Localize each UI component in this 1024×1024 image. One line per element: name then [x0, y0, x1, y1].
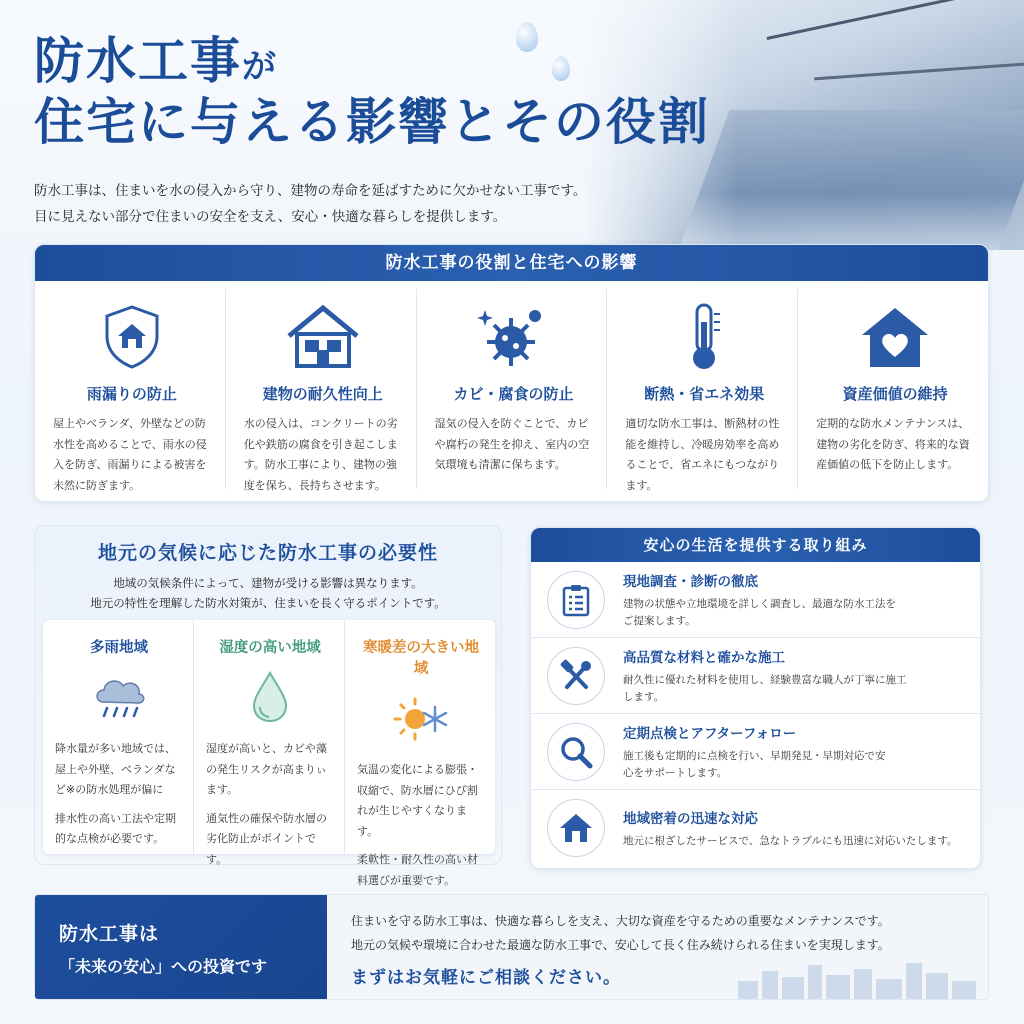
closing-text: 地元の気候や環境に合わせた最適な防水工事で、安心して長く住み続けられる住まいを実現します。	[351, 938, 890, 952]
effort-item	[531, 638, 980, 714]
efforts-heading: 安心の生活を提供する取り組み	[531, 528, 980, 562]
region-card	[345, 620, 495, 887]
effort-text: します。	[623, 690, 665, 703]
role-text: 水の侵入は、コンクリートの劣化や鉄筋の腐食を引き起こします。防水工事により、建物の強度を保ち、長持ちさせます。	[243, 417, 398, 492]
role-text: 適切な防水工事は、断熱材の性能を維持し、冷暖房効率を高めることで、省エネにもつながります。	[625, 417, 780, 492]
role-title: カビ・腐食の防止	[453, 385, 574, 403]
effort-title: 定期点検とアフターフォロー	[623, 725, 797, 742]
region-card	[43, 620, 194, 854]
effort-title: 現地調査・診断の徹底	[623, 573, 758, 590]
climate-section	[34, 525, 502, 887]
role-card	[798, 289, 988, 489]
effort-text: ご提案します。	[623, 614, 696, 627]
efforts-section	[530, 527, 981, 869]
title-main: 防水工事	[34, 31, 242, 90]
effort-text: 施工後も定期的に点検を行い、早期発見・早期対応で安	[623, 749, 886, 762]
role-card	[35, 289, 226, 492]
role-card	[417, 289, 608, 489]
role-card	[226, 289, 417, 492]
clipboard-icon	[547, 571, 605, 629]
region-title: 多雨地域	[90, 640, 148, 656]
region-title: 寒暖差の大きい地域	[363, 640, 479, 677]
page-title	[34, 30, 710, 152]
effort-text: 地元に根ざしたサービスで、急なトラブルにも迅速に対応いたします。	[623, 834, 958, 847]
role-title: 断熱・省エネ効果	[644, 385, 765, 403]
closing-banner	[34, 894, 989, 1000]
effort-title: 地域密着の迅速な対応	[623, 810, 758, 827]
effort-item	[531, 790, 980, 866]
role-title: 雨漏りの防止	[86, 385, 177, 403]
role-title: 建物の耐久性向上	[262, 385, 383, 403]
rain-cloud-icon	[55, 665, 183, 729]
water-drop-icon	[206, 665, 334, 729]
effort-item	[531, 714, 980, 790]
climate-sub-line: 地域の気候条件によって、建物が受ける影響は異なります。	[113, 576, 423, 590]
region-text: 降水量が多い地域では、屋上や外壁、ベランダなど※の防水処理が偏に	[55, 742, 176, 796]
closing-left-line: 「未来の安心」への投資です	[59, 957, 268, 976]
climate-sub-line: 地元の特性を理解した防水対策が、住まいを長く守るポイントです。	[90, 596, 446, 610]
region-card	[194, 620, 345, 866]
role-text: 屋上やベランダ、外壁などの防水性を高めることで、雨水の侵入を防ぎ、雨漏りによる被害を未然に防ぎます。	[53, 417, 207, 492]
sun-snow-icon	[357, 686, 485, 750]
house-icon	[244, 297, 402, 377]
tools-icon	[547, 647, 605, 705]
mold-germ-icon	[435, 297, 593, 377]
title-particle: が	[242, 47, 278, 87]
region-text: 湿度が高いと、カビや藻の発生リスクが高まりぃます。	[206, 742, 327, 796]
intro-text	[34, 178, 586, 230]
magnifier-icon	[547, 723, 605, 781]
climate-heading: 地元の気候に応じた防水工事の必要性	[97, 542, 438, 564]
effort-title: 高品質な材料と確かな施工	[623, 649, 785, 666]
region-text: 排水性の高い工法や定期的な点検が必要です。	[55, 811, 176, 845]
roles-heading: 防水工事の役割と住宅への影響	[35, 245, 988, 281]
intro-line: 目に見えない部分で住まいの安全を支え、安心・快適な暮らしを提供します。	[34, 209, 507, 225]
effort-item	[531, 562, 980, 638]
region-text: 柔軟性・耐久性の高い材料選びが重要です。	[357, 853, 478, 887]
title-line2: 住宅に与える影響とその役割	[34, 92, 710, 151]
closing-text: 住まいを守る防水工事は、快適な暮らしを支え、大切な資産を守るための重要なメンテナンスです。	[351, 914, 890, 928]
thermometer-icon	[625, 297, 783, 377]
role-card	[607, 289, 798, 492]
region-text: 気温の変化による膨張・収縮で、防水層にひび割れが生じやすくなります。	[357, 763, 478, 838]
role-text: 湿気の侵入を防ぐことで、カビや腐朽の発生を抑え、室内の空気環境も清潔に保ちます。	[434, 417, 590, 471]
consultation-cta: まずはお気軽にご相談ください。	[351, 968, 621, 988]
closing-left-line: 防水工事は	[59, 923, 160, 945]
climate-subtitle	[35, 573, 501, 613]
region-text: 通気性の確保や防水層の劣化防止がポイントです。	[206, 811, 327, 866]
effort-text: 心をサポートします。	[623, 766, 728, 779]
home-icon	[547, 799, 605, 857]
house-heart-icon	[816, 297, 974, 377]
effort-text: 耐久性に優れた材料を使用し、経験豊富な職人が丁寧に施工	[623, 673, 907, 686]
role-text: 定期的な防水メンテナンスは、建物の劣化を防ぎ、将来的な資産価値の低下を防止します。	[816, 417, 970, 471]
closing-left-panel	[35, 895, 327, 1000]
roles-section	[34, 244, 989, 502]
effort-text: 建物の状態や立地環境を詳しく調査し、最適な防水工法を	[623, 597, 896, 610]
shield-house-icon	[53, 297, 211, 377]
cityscape-decoration	[738, 959, 978, 999]
intro-line: 防水工事は、住まいを水の侵入から守り、建物の寿命を延ばすために欠かせない工事です。	[34, 183, 587, 199]
region-title: 湿度の高い地域	[219, 640, 321, 656]
role-title: 資産価値の維持	[842, 385, 948, 403]
